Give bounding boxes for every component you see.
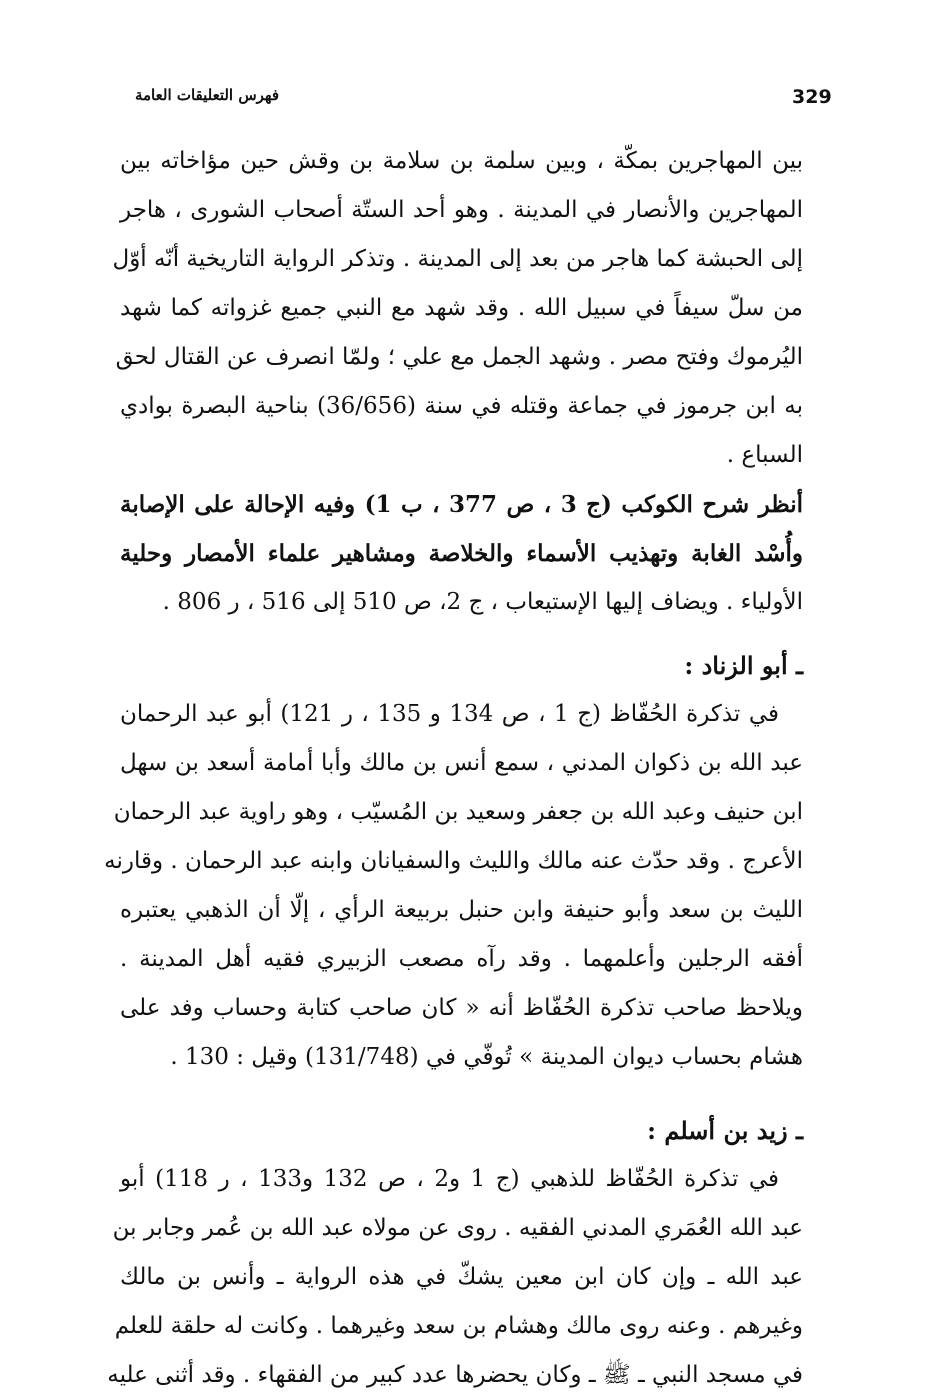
- entry-heading: ـ أبو الزناد :: [684, 651, 803, 680]
- text-line: الأولياء . ويضاف إليها الإستيعاب ، ج 2، ص 510 إلى 516 ، ر 806 .: [162, 589, 803, 615]
- text-line: في تذكرة الحُفّاظ للذهبي (ج 1 و2 ، ص 132 و133 ، ر 118) أبو: [120, 1166, 780, 1192]
- text-line: ابن حنيف وعبد الله بن جعفر وسعيد بن المُسيّب ، وهو راوية عبد الرحمان: [113, 799, 803, 825]
- text-line: في مسجد النبي ـ ﷺ ـ وكان يحضرها عدد كبير من الفقهاء . وقد أثنى عليه: [107, 1362, 803, 1388]
- entry-abu-al-zinad: [104, 641, 803, 1082]
- entry-zayd-ibn-aslam: [107, 1106, 803, 1400]
- running-title: فهرس التعليقات العامة: [134, 86, 279, 104]
- page-number: 329: [792, 86, 832, 108]
- text-line: عبد الله بن ذكوان المدني ، سمع أنس بن مالك وأبا أمامة أسعد بن سهل: [120, 750, 803, 776]
- running-head: [130, 86, 832, 116]
- body-text: [104, 137, 803, 1400]
- text-line: عبد الله العُمَري المدني الفقيه . روى عن مولاه عبد الله بن عُمر وجابر بن: [112, 1215, 803, 1241]
- text-line: وغيرهم . وعنه روى مالك وهشام بن سعد وغيرهما . وكانت له حلقة للعلم: [114, 1313, 803, 1339]
- text-line: بين المهاجرين بمكّة ، وبين سلمة بن سلامة بن وقش حين مؤاخاته بين: [120, 148, 803, 174]
- text-line: اليُرموك وفتح مصر . وشهد الجمل مع علي ؛ ولمّا انصرف عن القتال لحق: [115, 344, 803, 370]
- text-line: السباع .: [726, 442, 803, 468]
- text-line: ويلاحظ صاحب تذكرة الحُفّاظ أنه « كان صاحب كتابة وحساب وفد على: [120, 995, 803, 1021]
- entry-heading: ـ زيد بن أسلم :: [647, 1116, 803, 1145]
- text-line: أفقه الرجلين وأعلمهما . وقد رآه مصعب الزبيري فقيه أهل المدينة .: [120, 946, 803, 972]
- text-line: الليث بن سعد وأبو حنيفة وابن حنبل بربيعة الرأي ، إلّا أن الذهبي يعتبره: [120, 897, 803, 923]
- paragraph-zubair-bio: [112, 137, 803, 480]
- text-line: الأعرج . وقد حدّث عنه مالك والليث والسفيانان وابنه عبد الرحمان . وقارنه: [104, 848, 803, 874]
- text-line: عبد الله ـ وإن كان ابن معين يشكّ في هذه الرواية ـ وأنس بن مالك: [120, 1264, 803, 1290]
- text-line: وأُسْد الغابة وتهذيب الأسماء والخلاصة ومشاهير علماء الأمصار وحلية: [120, 540, 803, 567]
- text-line: المهاجرين والأنصار في المدينة . وهو أحد الستّة أصحاب الشورى ، هاجر: [120, 197, 803, 223]
- text-line: من سلّ سيفاً في سبيل الله . وقد شهد مع النبي جميع غزواته كما شهد: [120, 295, 803, 321]
- text-line: إلى الحبشة كما هاجر من بعد إلى المدينة . وتذكر الرواية التاريخية أنّه أوّل: [112, 246, 803, 272]
- text-line: أنظر شرح الكوكب (ج 3 ، ص 377 ، ب 1) وفيه الإحالة على الإصابة: [120, 491, 803, 518]
- paragraph-references: [120, 480, 803, 627]
- text-line: به ابن جرموز في جماعة وقتله في سنة (36/656) بناحية البصرة بوادي: [120, 393, 803, 419]
- text-line: هشام بحساب ديوان المدينة » تُوفّي في (131/748) وقيل : 130 .: [170, 1044, 803, 1070]
- text-line: في تذكرة الحُفّاظ (ج 1 ، ص 134 و 135 ، ر 121) أبو عبد الرحمان: [120, 701, 780, 727]
